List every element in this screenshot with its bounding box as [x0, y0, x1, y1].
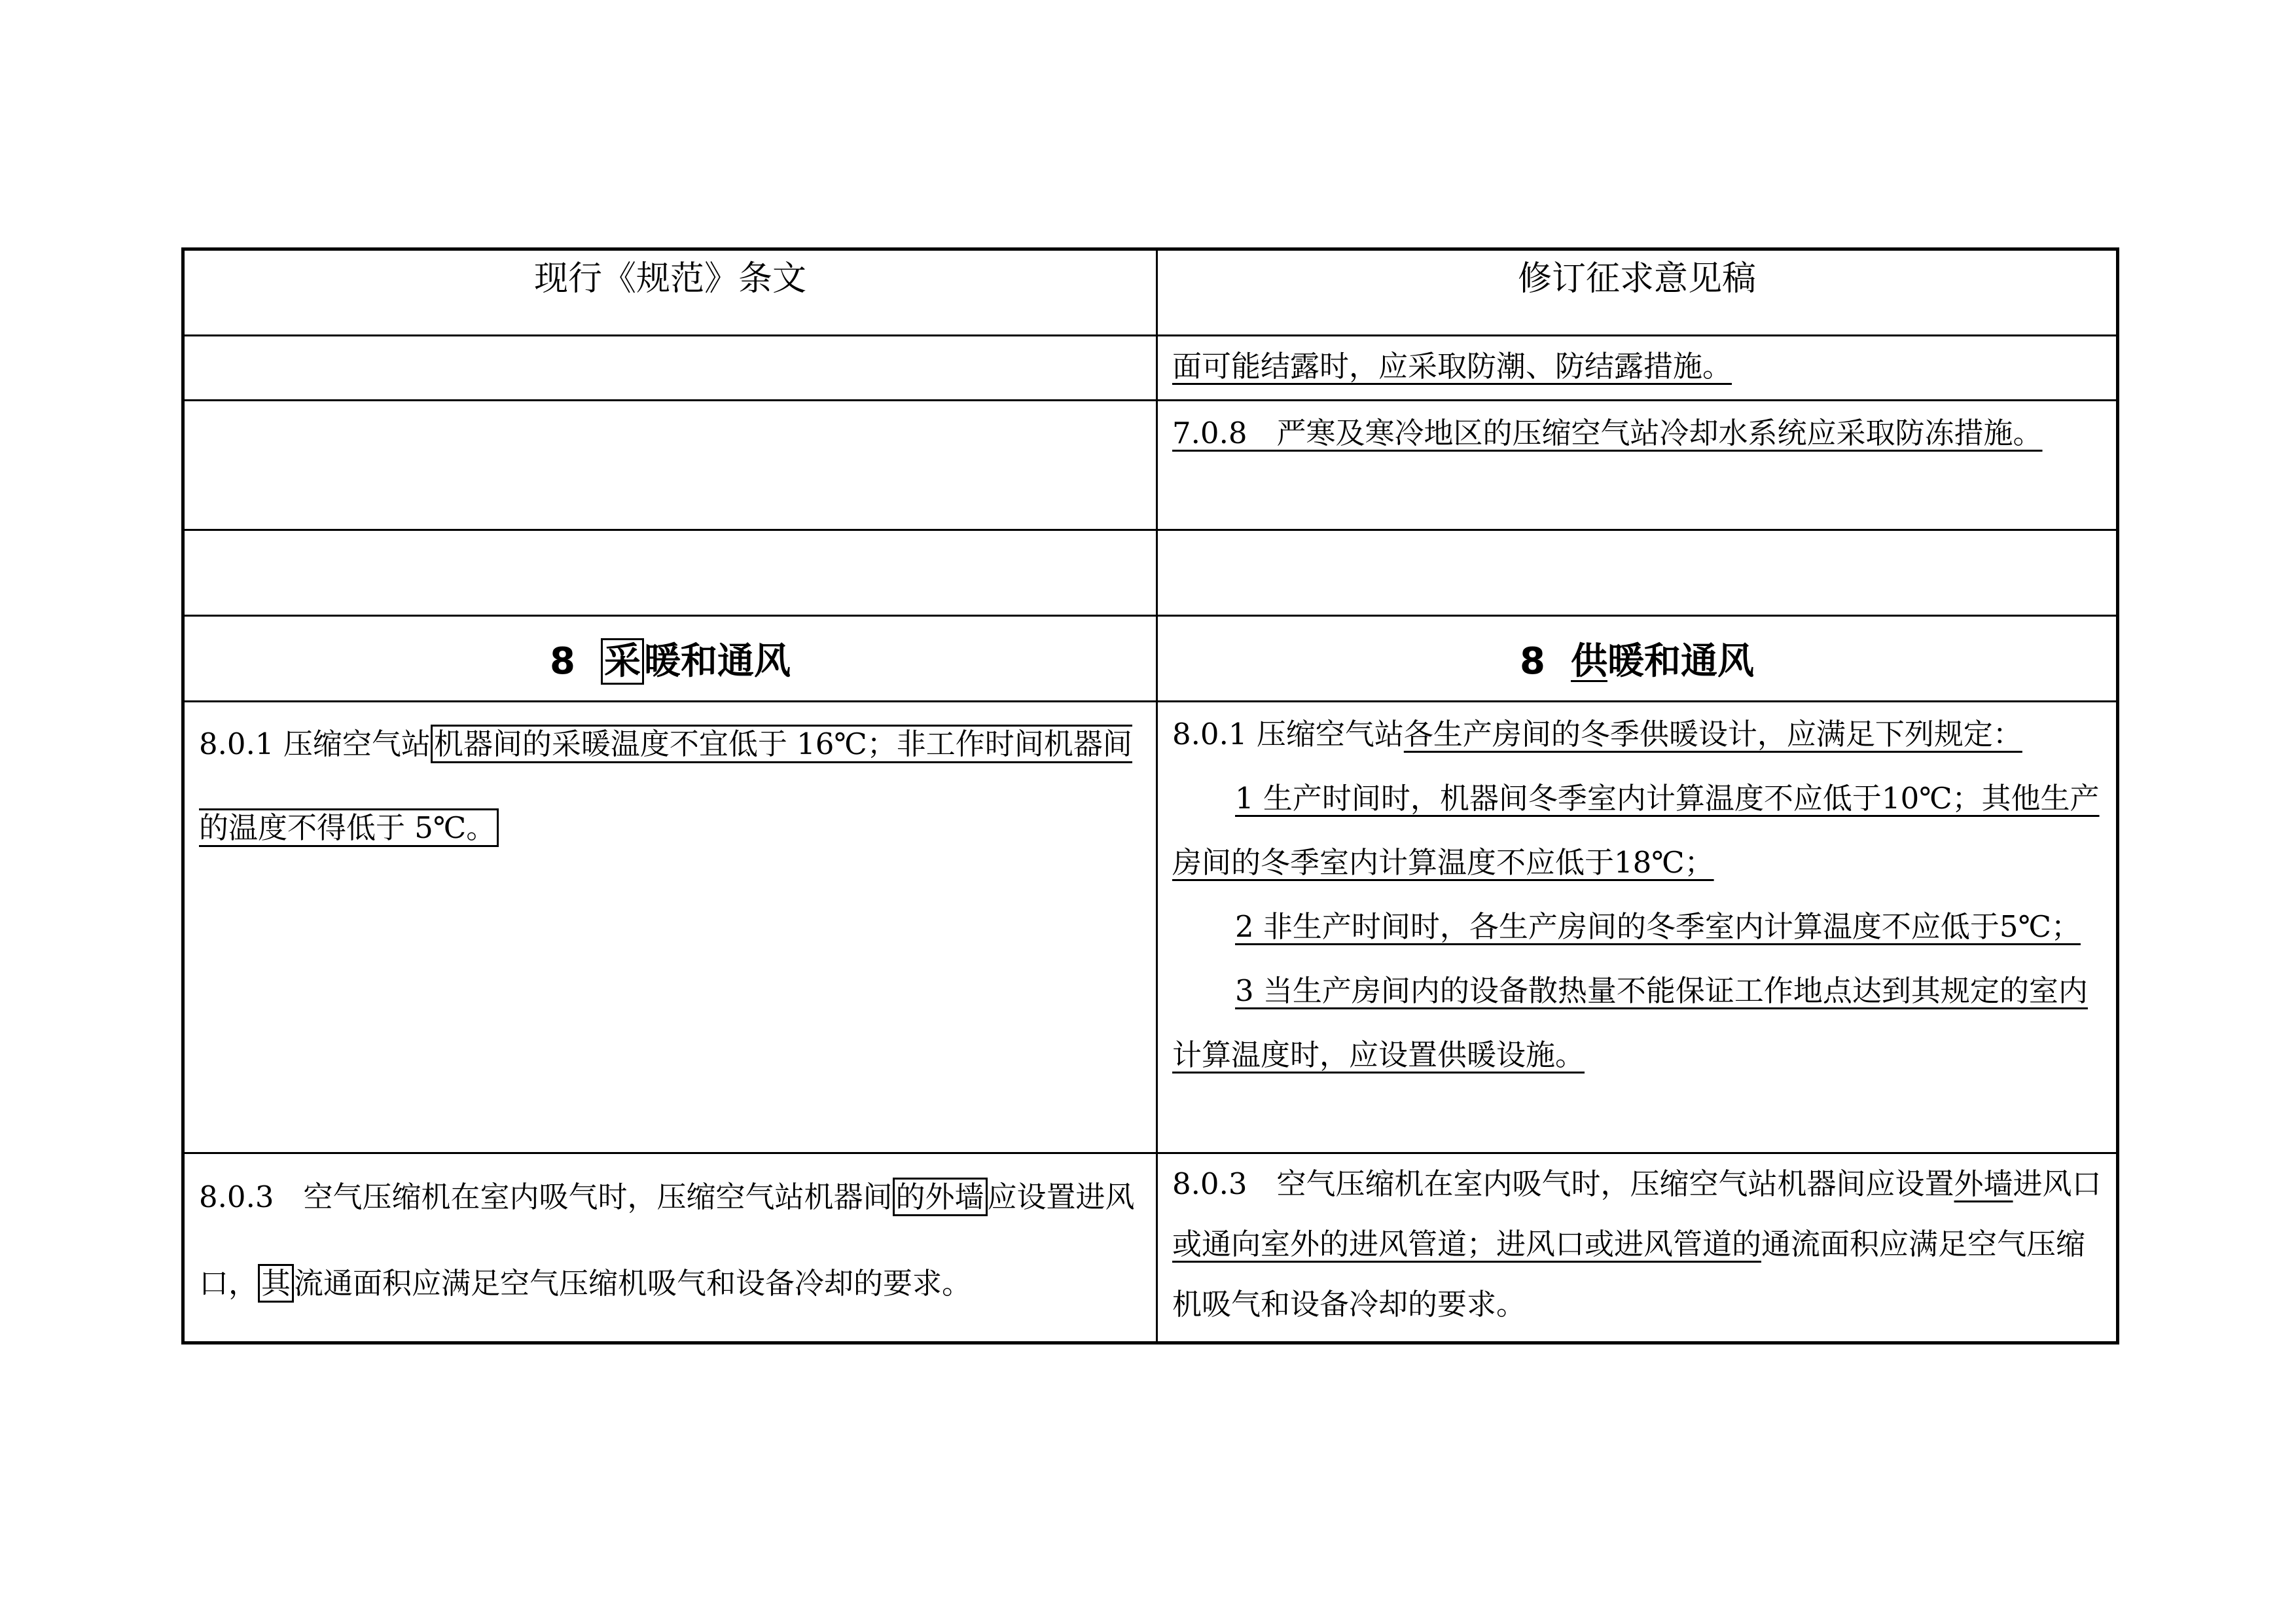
header-revised-draft: 修订征求意见稿 [1157, 249, 2118, 336]
revised-cell [1157, 336, 2118, 401]
boxed-text: 的外墙 [893, 1178, 988, 1216]
clause-text: 严寒及寒冷地区的压缩空气站冷却水系统应采取防冻措施。 [1276, 416, 2043, 450]
clause-number: 8.0.1 [199, 727, 274, 761]
header-row [183, 249, 2118, 336]
table-row [183, 530, 2118, 616]
empty-cell [183, 530, 1157, 616]
revised-cell [1157, 401, 2118, 530]
section-number: 8 [550, 640, 575, 683]
list-item: 3 当生产房间内的设备散热量不能保证工作地点达到其规定的室内计算温度时，应设置供暖设施。 [1172, 973, 2088, 1072]
table-row [183, 336, 2118, 401]
comparison-table [181, 247, 2119, 1344]
current-clause-8-0-3 [183, 1153, 1157, 1343]
clause-number: 8.0.3 [1172, 1166, 1247, 1201]
boxed-text: 机器间的采暖温度不宜低于 16℃；非工作时间机器间的温度不得低于 5℃。 [199, 725, 1132, 847]
section-title: 暖和通风 [1607, 640, 1754, 683]
table-row [183, 702, 2118, 1153]
table-row [183, 1153, 2118, 1343]
clause-lead: 压缩空气站 [283, 727, 431, 761]
clause-number: 8.0.3 [199, 1180, 274, 1214]
section-heading-current [183, 616, 1157, 702]
revised-clause-8-0-1 [1157, 702, 2118, 1153]
clause-text: 应设置进风口， [199, 1180, 1135, 1301]
current-clause-8-0-1 [183, 702, 1157, 1153]
clause-number: 7.0.8 [1172, 416, 1247, 450]
section-number: 8 [1520, 640, 1545, 683]
boxed-text: 其 [258, 1264, 294, 1303]
clause-text: 空气压缩机在室内吸气时，压缩空气站机器间应设置 [1276, 1166, 1954, 1201]
empty-cell [183, 401, 1157, 530]
clause-text: 流通面积应满足空气压缩机吸气和设备冷却的要求。 [294, 1266, 972, 1301]
boxed-char: 采 [601, 638, 644, 685]
revised-clause-7-0-8 [1172, 416, 2043, 450]
empty-cell [183, 336, 1157, 401]
clause-intro [1172, 702, 2102, 767]
section-title: 暖和通风 [643, 640, 791, 683]
underlined-text: 外墙 [1954, 1166, 2013, 1201]
section-heading-revised [1157, 616, 2118, 702]
list-item: 1 生产时间时，机器间冬季室内计算温度不应低于10℃；其他生产房间的冬季室内计算温度不应低于18℃； [1172, 781, 2100, 880]
clause-text: 进风口 [2013, 1166, 2102, 1201]
revised-text: 面可能结露时，应采取防潮、防结露措施。 [1172, 349, 1732, 384]
underlined-char: 供 [1570, 640, 1607, 683]
table-row [183, 401, 2118, 530]
empty-cell [1157, 530, 2118, 616]
list-item: 2 非生产时间时，各生产房间的冬季室内计算温度不应低于5℃； [1235, 909, 2081, 944]
underlined-text: 或通向室外的进风管道；进风口或进风管道的 [1172, 1227, 1762, 1261]
clause-number: 8.0.1 [1172, 717, 1247, 751]
clause-text: 空气压缩机在室内吸气时，压缩空气站机器间 [303, 1180, 893, 1214]
clause-lead: 压缩空气站 [1256, 717, 1404, 751]
underlined-text: 各生产房间的冬季供暖设计，应满足下列规定： [1403, 717, 2022, 751]
clause-text: 通流面积应满足空气压缩机吸气和设备冷却的要求。 [1172, 1227, 2086, 1322]
section-heading-row [183, 616, 2118, 702]
revised-clause-8-0-3 [1157, 1153, 2118, 1343]
header-current-clause: 现行《规范》条文 [183, 249, 1157, 336]
